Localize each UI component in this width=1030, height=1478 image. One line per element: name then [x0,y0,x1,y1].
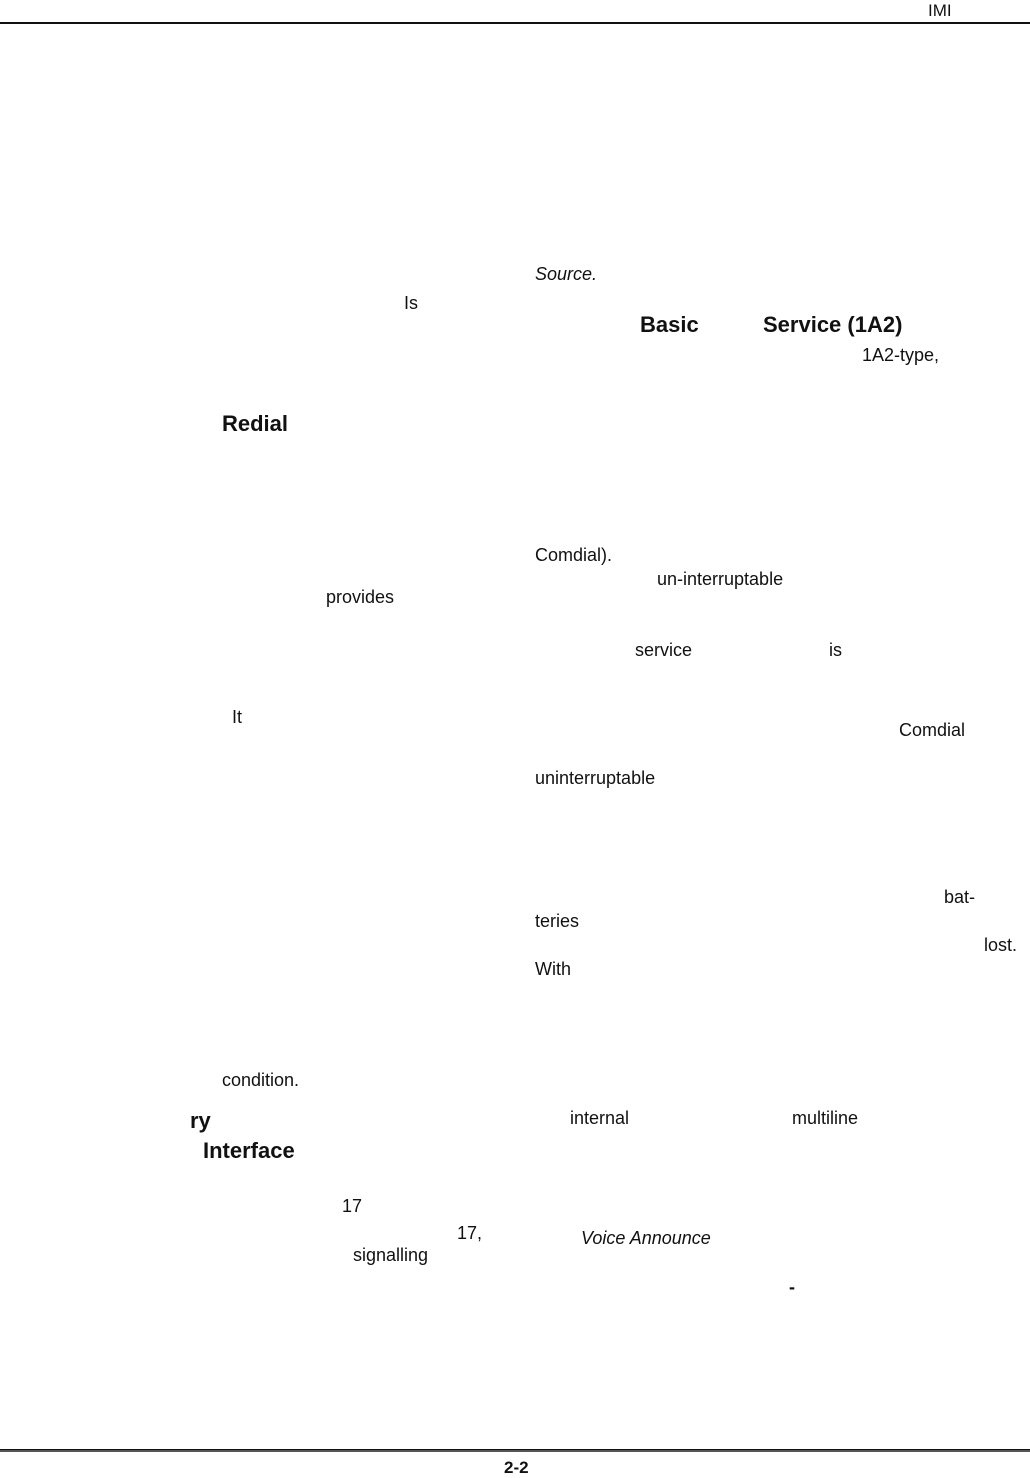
text-comdial-2: Comdial [899,720,966,740]
text-dash: - [789,1277,795,1297]
text-it: It [232,707,243,727]
text-multiline: multiline [792,1108,859,1128]
text-condition: condition. [222,1070,300,1090]
text-lost: lost. [984,935,1018,955]
text-bat: bat- [944,887,976,907]
header-doc-code: IMI [928,1,952,20]
text-signalling: signalling [353,1245,429,1265]
footer-rule [0,1449,1030,1452]
header-rule [0,22,1030,24]
text-provides: provides [326,587,395,607]
text-is-2: is [829,640,842,660]
text-comdial-1: Comdial). [535,545,613,565]
heading-basic: Basic [640,312,699,337]
text-1a2-type: 1A2-type, [862,345,940,365]
page-number: 2-2 [504,1458,529,1477]
text-17-a: 17 [342,1196,363,1216]
text-service-2: service [635,640,693,660]
heading-interface: Interface [203,1138,295,1163]
text-17-b: 17, [457,1223,483,1243]
text-source: Source. [535,264,598,284]
text-un-interruptable: un-interruptable [657,569,784,589]
heading-service-1a2: Service (1A2) [763,312,903,337]
text-uninterruptable: uninterruptable [535,768,656,788]
text-internal: internal [570,1108,630,1128]
text-teries: teries [535,911,580,931]
heading-ry: ry [190,1108,211,1133]
text-with: With [535,959,571,979]
text-voice-announce: Voice Announce [581,1228,711,1248]
heading-redial: Redial [222,411,289,436]
text-is-1: Is [404,293,419,313]
